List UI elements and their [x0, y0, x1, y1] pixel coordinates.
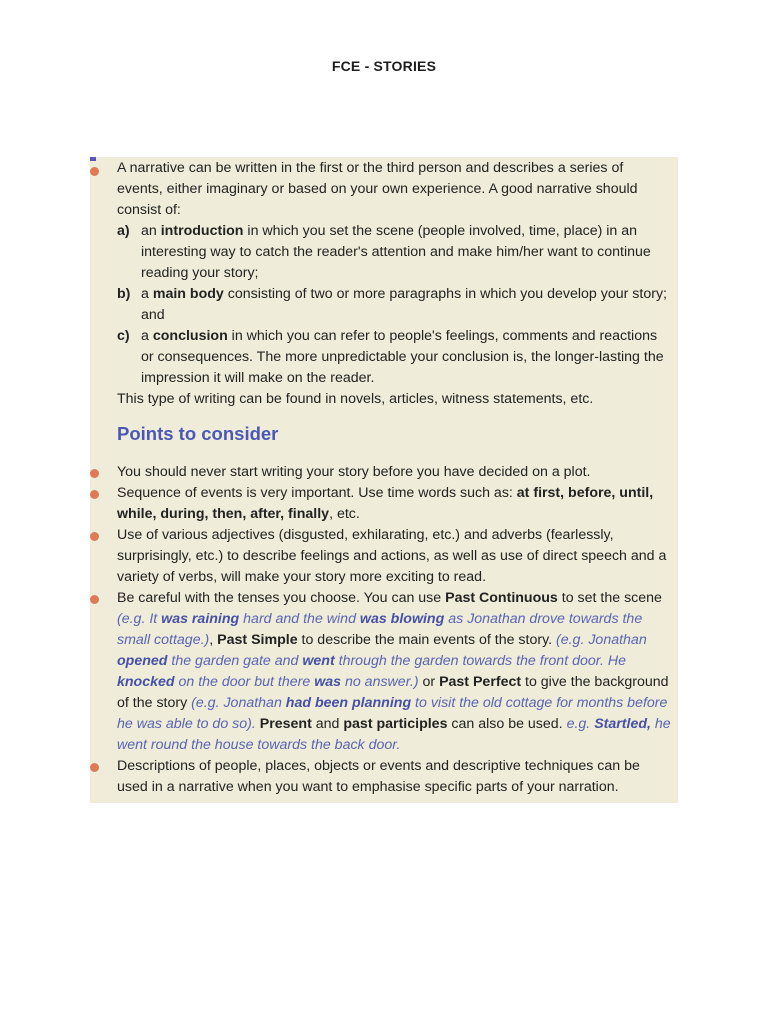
- textbook-scan: [90, 157, 678, 803]
- bullet-icon: [90, 532, 99, 541]
- point-tenses: Be careful with the tenses you choose. You can use Past Continuous to set the scene (e.g. It was raining hard and the wind was blowing as Jonathan drove towards the small cottage.), Past Simple to describe the main events of the story. (e.g. Jonathan opened the garden gate and went through the garden towards the front door. He knocked on the door but there was no answer.) or Past Perfect to give the background of the story (e.g. Jonathan had been planning to visit the old cottage for months before he was able to do so). Present and past participles can also be used. e.g. Startled, he went round the house towards the back door.: [117, 590, 671, 753]
- bullet-icon: [90, 490, 99, 499]
- bullet-icon: [90, 469, 99, 478]
- bullet-icon: [90, 595, 99, 604]
- point-descriptions: Descriptions of people, places, objects or events and descriptive techniques can be used in a narrative when you want to emphasise specific parts of your narration.: [117, 758, 640, 795]
- bullet-icon: [90, 763, 99, 772]
- section-heading: Points to consider: [117, 423, 279, 444]
- list-label: a): [117, 223, 130, 239]
- term-main-body: main body: [152, 286, 224, 302]
- list-label: c): [117, 328, 130, 344]
- point-adjectives: Use of various adjectives (disgusted, exhilarating, etc.) and adverbs (fearlessly, surprisingly, etc.) to describe feelings and actions, as well as use of direct speech and a variety of verbs, will make your story more exciting to read.: [117, 527, 667, 585]
- point-plot: You should never start writing your story before you have decided on a plot.: [117, 464, 591, 480]
- list-label: b): [117, 286, 131, 302]
- intro-paragraph: A narrative can be written in the first or the third person and describes a series of events, either imaginary or based on your own experience. A good narrative should consist of:: [117, 160, 638, 218]
- term-conclusion: conclusion: [152, 328, 228, 344]
- list-item-b: b) a main body consisting of two or more paragraphs in which you develop your story; and: [117, 286, 667, 323]
- term-introduction: introduction: [160, 223, 244, 239]
- list-item-a: a) an introduction in which you set the scene (people involved, time, place) in an interesting way to catch the reader's attention and make him/her want to continue reading your story;: [117, 223, 651, 281]
- closing-sentence: This type of writing can be found in novels, articles, witness statements, etc.: [117, 391, 594, 407]
- page-title: FCE - STORIES: [331, 58, 437, 74]
- corner-mark: [90, 157, 96, 161]
- point-sequence: Sequence of events is very important. Use time words such as: at first, before, until, while, during, then, after, finally, etc.: [117, 485, 654, 522]
- list-item-c: c) a conclusion in which you can refer to people's feelings, comments and reactions or consequences. The more unpredictable your conclusion is, the longer-lasting the impression it will make on the reader.: [117, 328, 664, 386]
- bullet-icon: [90, 167, 99, 176]
